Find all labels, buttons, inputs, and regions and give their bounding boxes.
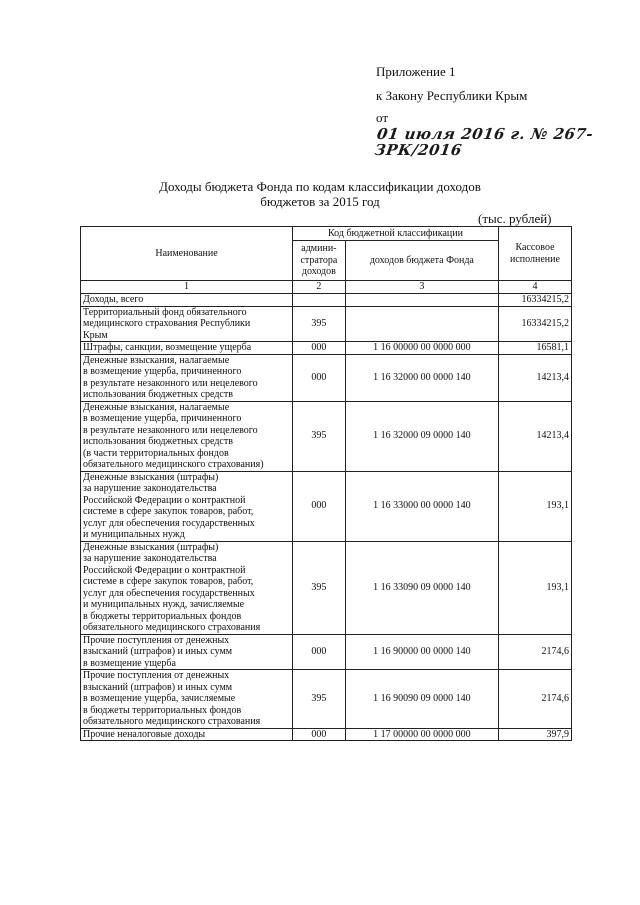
table-row — [81, 634, 572, 670]
table-row — [81, 471, 572, 541]
row-name: Штрафы, санкции, возмещение ущерба — [81, 342, 293, 355]
row-name: Денежные взыскания (штрафы) за нарушение законодательства Российской Федерации о контрактной системе в сфере закупок товаров, работ, услуг для обеспечения государственных и муниципальных нужд — [81, 471, 293, 541]
row-admin-code: 395 — [293, 306, 346, 342]
row-amount: 16334215,2 — [498, 294, 571, 307]
row-name: Прочие поступления от денежных взысканий (штрафов) и иных сумм в возмещение ущерба — [81, 634, 293, 670]
row-income-code — [345, 294, 498, 307]
row-admin-code: 395 — [293, 401, 346, 471]
row-admin-code: 000 — [293, 354, 346, 401]
table-row — [81, 306, 572, 342]
row-amount: 193,1 — [498, 471, 571, 541]
table-row — [81, 342, 572, 355]
table-row — [81, 401, 572, 471]
row-income-code: 1 16 00000 00 0000 000 — [345, 342, 498, 355]
header-code-group: Код бюджетной классификации — [293, 227, 499, 241]
row-name: Денежные взыскания, налагаемые в возмещение ущерба, причиненного в результате незаконного или нецелевого использования бюджетных средств (в части территориальных фондов обязательного медицинского страхования) — [81, 401, 293, 471]
row-admin-code: 395 — [293, 541, 346, 634]
row-name: Денежные взыскания (штрафы) за нарушение законодательства Российской Федерации о контрактной системе в сфере закупок товаров, работ, услуг для обеспечения государственных и муниципальных нужд, зачисляемые в бюджеты территориальных фондов обязательного медицинского страхования — [81, 541, 293, 634]
row-amount: 397,9 — [498, 728, 571, 741]
row-admin-code: 395 — [293, 670, 346, 729]
row-admin-code: 000 — [293, 471, 346, 541]
row-name: Доходы, всего — [81, 294, 293, 307]
row-income-code: 1 16 90090 09 0000 140 — [345, 670, 498, 729]
appendix-number: Приложение 1 — [376, 64, 456, 79]
row-amount: 16581,1 — [498, 342, 571, 355]
row-name: Прочие поступления от денежных взысканий (штрафов) и иных сумм в возмещение ущерба, зачисляемые в бюджеты территориальных фондов обязательного медицинского страхования — [81, 670, 293, 729]
header-income: доходов бюджета Фонда — [345, 241, 498, 281]
row-income-code — [345, 306, 498, 342]
appendix-law-reference: к Закону Республики Крым — [376, 88, 528, 103]
row-amount: 2174,6 — [498, 670, 571, 729]
row-amount: 2174,6 — [498, 634, 571, 670]
table-row — [81, 670, 572, 729]
column-number-3: 3 — [345, 281, 498, 294]
row-amount: 14213,4 — [498, 354, 571, 401]
row-income-code: 1 16 90000 00 0000 140 — [345, 634, 498, 670]
row-income-code: 1 16 32000 09 0000 140 — [345, 401, 498, 471]
row-amount: 14213,4 — [498, 401, 571, 471]
row-amount: 193,1 — [498, 541, 571, 634]
date-prefix: от — [376, 110, 389, 125]
table-row — [81, 354, 572, 401]
header-admin: админи- стратора доходов — [293, 241, 346, 281]
row-admin-code: 000 — [293, 634, 346, 670]
row-admin-code — [293, 294, 346, 307]
row-income-code: 1 16 33000 00 0000 140 — [345, 471, 498, 541]
table-row — [81, 541, 572, 634]
units-label: (тыс. рублей) — [478, 211, 552, 226]
row-name: Денежные взыскания, налагаемые в возмещение ущерба, причиненного в результате незаконного или нецелевого использования бюджетных средств — [81, 354, 293, 401]
header-name: Наименование — [81, 227, 293, 281]
column-number-4: 4 — [498, 281, 571, 294]
row-admin-code: 000 — [293, 342, 346, 355]
table-row — [81, 294, 572, 307]
column-number-2: 2 — [293, 281, 346, 294]
row-income-code: 1 16 33090 09 0000 140 — [345, 541, 498, 634]
column-number-1: 1 — [81, 281, 293, 294]
header-execution: Кассовое исполнение — [498, 227, 571, 281]
row-income-code: 1 17 00000 00 0000 000 — [345, 728, 498, 741]
row-name: Территориальный фонд обязательного медицинского страхования Республики Крым — [81, 306, 293, 342]
row-name: Прочие неналоговые доходы — [81, 728, 293, 741]
income-table — [80, 226, 572, 741]
page-title-line-1: Доходы бюджета Фонда по кодам классификации доходов — [159, 179, 481, 194]
row-amount: 16334215,2 — [498, 306, 571, 342]
appendix-date-line — [373, 110, 640, 159]
page-title-line-2: бюджетов за 2015 год — [260, 194, 380, 209]
row-income-code: 1 16 32000 00 0000 140 — [345, 354, 498, 401]
handwritten-date-number: 01 июля 2016 г. № 267-ЗРК/2016 — [373, 125, 595, 159]
row-admin-code: 000 — [293, 728, 346, 741]
table-row — [81, 728, 572, 741]
